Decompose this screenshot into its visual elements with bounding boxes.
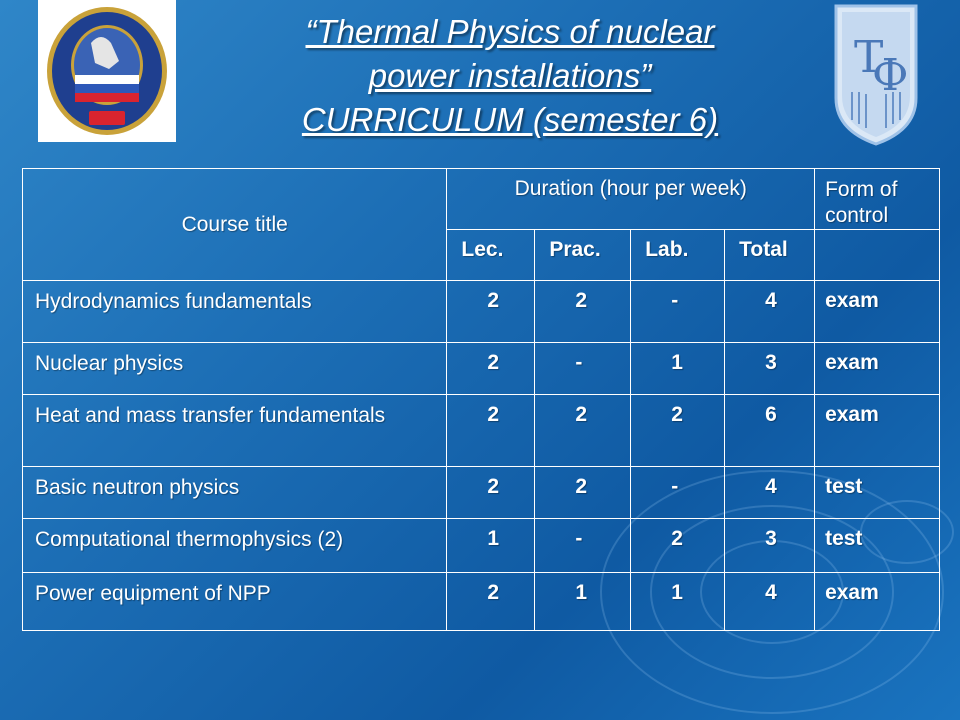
subheader-total: Total	[725, 230, 815, 281]
lec-cell: 2	[447, 467, 535, 519]
course-title-cell: Nuclear physics	[23, 343, 447, 395]
curriculum-table	[22, 168, 940, 631]
lec-cell: 1	[447, 519, 535, 573]
university-emblem-icon	[43, 3, 171, 139]
lec-cell: 2	[447, 343, 535, 395]
course-title-cell: Power equipment of NPP	[23, 573, 447, 631]
total-cell: 4	[725, 573, 815, 631]
lab-cell: 1	[631, 343, 725, 395]
lec-cell: 2	[447, 395, 535, 467]
slide-title	[200, 10, 820, 142]
course-title-cell: Basic neutron physics	[23, 467, 447, 519]
form-cell: test	[815, 467, 940, 519]
form-cell: exam	[815, 281, 940, 343]
total-cell: 6	[725, 395, 815, 467]
lec-cell: 2	[447, 573, 535, 631]
table-row	[23, 573, 940, 631]
lab-cell: -	[631, 467, 725, 519]
lab-cell: 1	[631, 573, 725, 631]
lec-cell: 2	[447, 281, 535, 343]
header-form-of-control: Form of control	[815, 169, 940, 230]
total-cell: 3	[725, 343, 815, 395]
lab-cell: -	[631, 281, 725, 343]
course-title-cell: Heat and mass transfer fundamentals	[23, 395, 447, 467]
form-header-continuation	[815, 230, 940, 281]
svg-text:Т: Т	[854, 32, 884, 83]
prac-cell: 2	[535, 395, 631, 467]
course-title-cell: Hydrodynamics fundamentals	[23, 281, 447, 343]
title-line-2: power installations”	[368, 57, 652, 94]
course-title-cell: Computational thermophysics (2)	[23, 519, 447, 573]
lab-cell: 2	[631, 395, 725, 467]
title-line-1: “Thermal Physics of nuclear	[305, 13, 715, 50]
header-duration: Duration (hour per week)	[447, 169, 815, 230]
lab-cell: 2	[631, 519, 725, 573]
svg-text:Ф: Ф	[872, 50, 909, 101]
prac-cell: -	[535, 343, 631, 395]
prac-cell: 1	[535, 573, 631, 631]
total-cell: 4	[725, 467, 815, 519]
prac-cell: -	[535, 519, 631, 573]
table-row	[23, 395, 940, 467]
form-cell: exam	[815, 395, 940, 467]
table-row	[23, 467, 940, 519]
subheader-prac: Prac.	[535, 230, 631, 281]
university-logo	[38, 0, 176, 142]
prac-cell: 2	[535, 281, 631, 343]
form-cell: exam	[815, 343, 940, 395]
header-course-title: Course title	[23, 169, 447, 281]
form-cell: exam	[815, 573, 940, 631]
prac-cell: 2	[535, 467, 631, 519]
total-cell: 3	[725, 519, 815, 573]
department-logo	[832, 2, 920, 148]
table-row	[23, 281, 940, 343]
subheader-lab: Lab.	[631, 230, 725, 281]
table-row	[23, 519, 940, 573]
subheader-lec: Lec.	[447, 230, 535, 281]
total-cell: 4	[725, 281, 815, 343]
title-line-3: CURRICULUM (semester 6)	[301, 101, 719, 138]
department-shield-icon	[832, 2, 920, 148]
header-row	[23, 169, 940, 230]
table-row	[23, 343, 940, 395]
form-cell: test	[815, 519, 940, 573]
